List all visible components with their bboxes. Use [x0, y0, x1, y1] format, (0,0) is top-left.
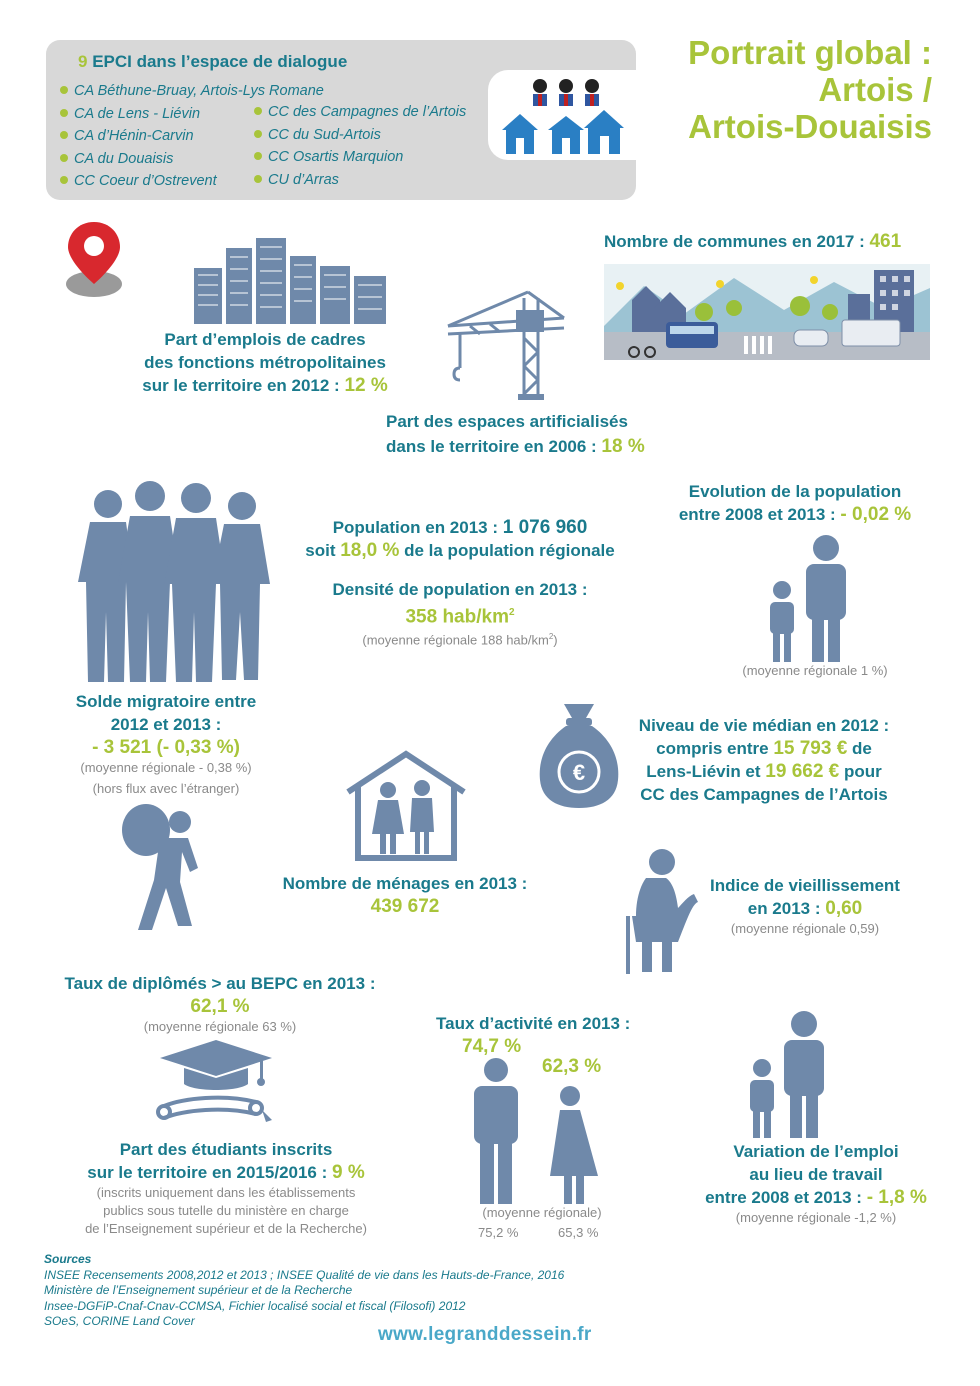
epci-title [78, 52, 347, 72]
cadres-stat [120, 328, 410, 397]
artificialises-value: 18 % [601, 436, 645, 457]
epci-item: CC Coeur d’Ostrevent [60, 170, 324, 193]
crowd-icon [72, 476, 282, 686]
source-line: INSEE Recensements 2008,2012 et 2013 ; INSEE Qualité de vie dans les Hauts-de-France, 2016 [44, 1267, 565, 1282]
niveau-vie-line4: CC des Campagnes de l’Artois [640, 785, 888, 804]
niveau-vie-value2: 19 662 € [765, 761, 840, 782]
etudiants-line1: Part des étudiants inscrits [119, 1140, 333, 1159]
website-link[interactable]: www.legranddessein.fr [378, 1324, 592, 1345]
niveau-vie-value1: 15 793 € [773, 738, 848, 759]
map-pin-icon [60, 218, 132, 300]
evolution-line1: Evolution de la population [688, 482, 902, 501]
densite-note-sup: 2 [548, 632, 554, 642]
communes-label: Nombre de communes en 2017 : [604, 232, 870, 251]
graduation-cap-icon [156, 1036, 278, 1126]
niveau-vie-line2b: de [847, 739, 872, 758]
etudiants-line2: sur le territoire en 2015/2016 : [87, 1163, 332, 1182]
population-share-value: 18,0 % [340, 540, 400, 561]
emploi-stat [676, 1140, 956, 1227]
diplomes-label: Taux de diplômés > au BEPC en 2013 : [64, 974, 376, 993]
cadres-value: 12 % [344, 375, 388, 396]
activite-note-women: 65,3 % [558, 1225, 599, 1240]
solde-line1: Solde migratoire entre [75, 692, 257, 711]
cadres-line1: Part d’emplois de cadres [164, 330, 366, 349]
emploi-note: (moyenne régionale -1,2 %) [735, 1210, 897, 1225]
activite-note-men: 75,2 % [478, 1225, 519, 1240]
vieillissement-line2: en 2013 : [747, 899, 826, 918]
niveau-vie-line3b: pour [839, 762, 882, 781]
page-title [688, 34, 932, 145]
vieillissement-note: (moyenne régionale 0,59) [730, 921, 880, 936]
densite-value: 358 hab/km [405, 606, 509, 628]
diplomes-stat [40, 972, 400, 1036]
etudiants-note2: publics sous tutelle du ministère en charge [103, 1203, 349, 1218]
population-stat [280, 516, 640, 562]
solde-note2: (hors flux avec l’étranger) [92, 781, 240, 796]
people-houses-icon-box [488, 70, 636, 160]
source-line: Ministère de l’Enseignement supérieur et de la Recherche [44, 1283, 353, 1297]
emploi-line1: Variation de l’emploi [733, 1142, 899, 1161]
emploi-value: - 1,8 % [866, 1187, 927, 1208]
epci-item: CC du Sud-Artois [254, 124, 466, 147]
city-street-icon [604, 264, 930, 360]
epci-item: CA de Lens - Liévin [60, 103, 324, 126]
menages-label: Nombre de ménages en 2013 : [282, 874, 528, 893]
epci-item: CA du Douaisis [60, 148, 324, 171]
communes-stat [604, 230, 901, 253]
densite-stat [300, 578, 620, 650]
vieillissement-value: 0,60 [825, 898, 863, 919]
activite-women-value: 62,3 % [542, 1056, 602, 1077]
buildings-icon [190, 238, 390, 324]
densite-note: (moyenne régionale 188 hab/km [362, 632, 549, 648]
vieillissement-stat [690, 874, 920, 938]
densite-note-end: ) [553, 632, 558, 648]
cadres-line3: sur le territoire en 2012 : [142, 376, 345, 395]
activite-label: Taux d’activité en 2013 : [436, 1014, 631, 1033]
bag-carrier-icon [118, 804, 208, 936]
sources [44, 1252, 564, 1330]
epci-item: CA d’Hénin-Carvin [60, 125, 324, 148]
menages-stat [260, 872, 550, 918]
population-value: 1 076 960 [502, 517, 588, 538]
niveau-vie-stat [604, 714, 924, 806]
etudiants-stat [46, 1138, 406, 1238]
evolution-value: - 0,02 % [840, 504, 912, 525]
solde-note1: (moyenne régionale - 0,38 %) [80, 760, 252, 775]
epci-count: 9 [78, 52, 88, 71]
people-houses-icon [488, 70, 636, 160]
niveau-vie-line1: Niveau de vie médian en 2012 : [638, 716, 890, 735]
emploi-line2: au lieu de travail [749, 1165, 883, 1184]
epci-item: CC des Campagnes de l’Artois [254, 101, 466, 124]
parent-child-icon [744, 1010, 834, 1140]
artificialises-line1: Part des espaces artificialisés [386, 412, 628, 431]
source-line: Insee-DGFiP-Cnaf-Cnav-CCMSA, Fichier localisé social et fiscal (Filosofi) 2012 [44, 1298, 466, 1313]
artificialises-stat [386, 410, 706, 458]
niveau-vie-line2a: compris entre [656, 739, 774, 758]
emploi-line3: entre 2008 et 2013 : [705, 1188, 867, 1207]
epci-list-right [254, 101, 466, 191]
evolution-stat [640, 480, 950, 526]
etudiants-note1: (inscrits uniquement dans les établissements [96, 1185, 356, 1200]
etudiants-value: 9 % [332, 1162, 365, 1183]
artificialises-line2: dans le territoire en 2006 : [386, 437, 602, 456]
solde-line2: 2012 et 2013 : [110, 715, 222, 734]
densite-label: Densité de population en 2013 : [332, 580, 588, 599]
title-line: Portrait global : [688, 34, 932, 71]
etudiants-note3: de l’Enseignement supérieur et de la Recherche) [85, 1221, 367, 1236]
diplomes-note: (moyenne régionale 63 %) [143, 1019, 297, 1034]
house-family-icon [344, 750, 468, 862]
parent-child-icon [764, 534, 864, 662]
source-line: SOeS, CORINE Land Cover [44, 1314, 195, 1328]
communes-value: 461 [869, 231, 902, 252]
epci-item: CC Osartis Marquion [254, 146, 466, 169]
activite-note: (moyenne régionale) [482, 1205, 602, 1220]
epci-title-text: EPCI dans l’espace de dialogue [87, 52, 348, 71]
solde-value: - 3 521 (- 0,33 %) [92, 737, 240, 758]
population-label: Population en 2013 : [332, 518, 503, 537]
solde-stat [46, 690, 286, 798]
evolution-line2: entre 2008 et 2013 : [678, 505, 841, 524]
euro-symbol: € [572, 760, 586, 785]
cadres-line2: des fonctions métropolitaines [144, 353, 386, 372]
evolution-note: (moyenne régionale 1 %) [742, 663, 888, 678]
title-line: Artois-Douaisis [688, 108, 932, 145]
menages-value: 439 672 [370, 896, 440, 917]
niveau-vie-line3a: Lens-Liévin et [646, 762, 766, 781]
sources-heading: Sources [44, 1252, 92, 1266]
title-line: Artois / [818, 71, 932, 108]
epci-item: CU d’Arras [254, 169, 466, 192]
activite-men-value: 74,7 % [462, 1036, 522, 1057]
man-woman-icon [466, 1058, 606, 1204]
population-line2b: de la population régionale [399, 541, 615, 560]
vieillissement-line1: Indice de vieillissement [710, 876, 900, 895]
population-line2a: soit [305, 541, 341, 560]
densite-sup: 2 [508, 607, 515, 618]
crane-icon [440, 288, 572, 402]
diplomes-value: 62,1 % [190, 996, 250, 1017]
epci-item: CA Béthune-Bruay, Artois-Lys Romane [60, 80, 324, 103]
